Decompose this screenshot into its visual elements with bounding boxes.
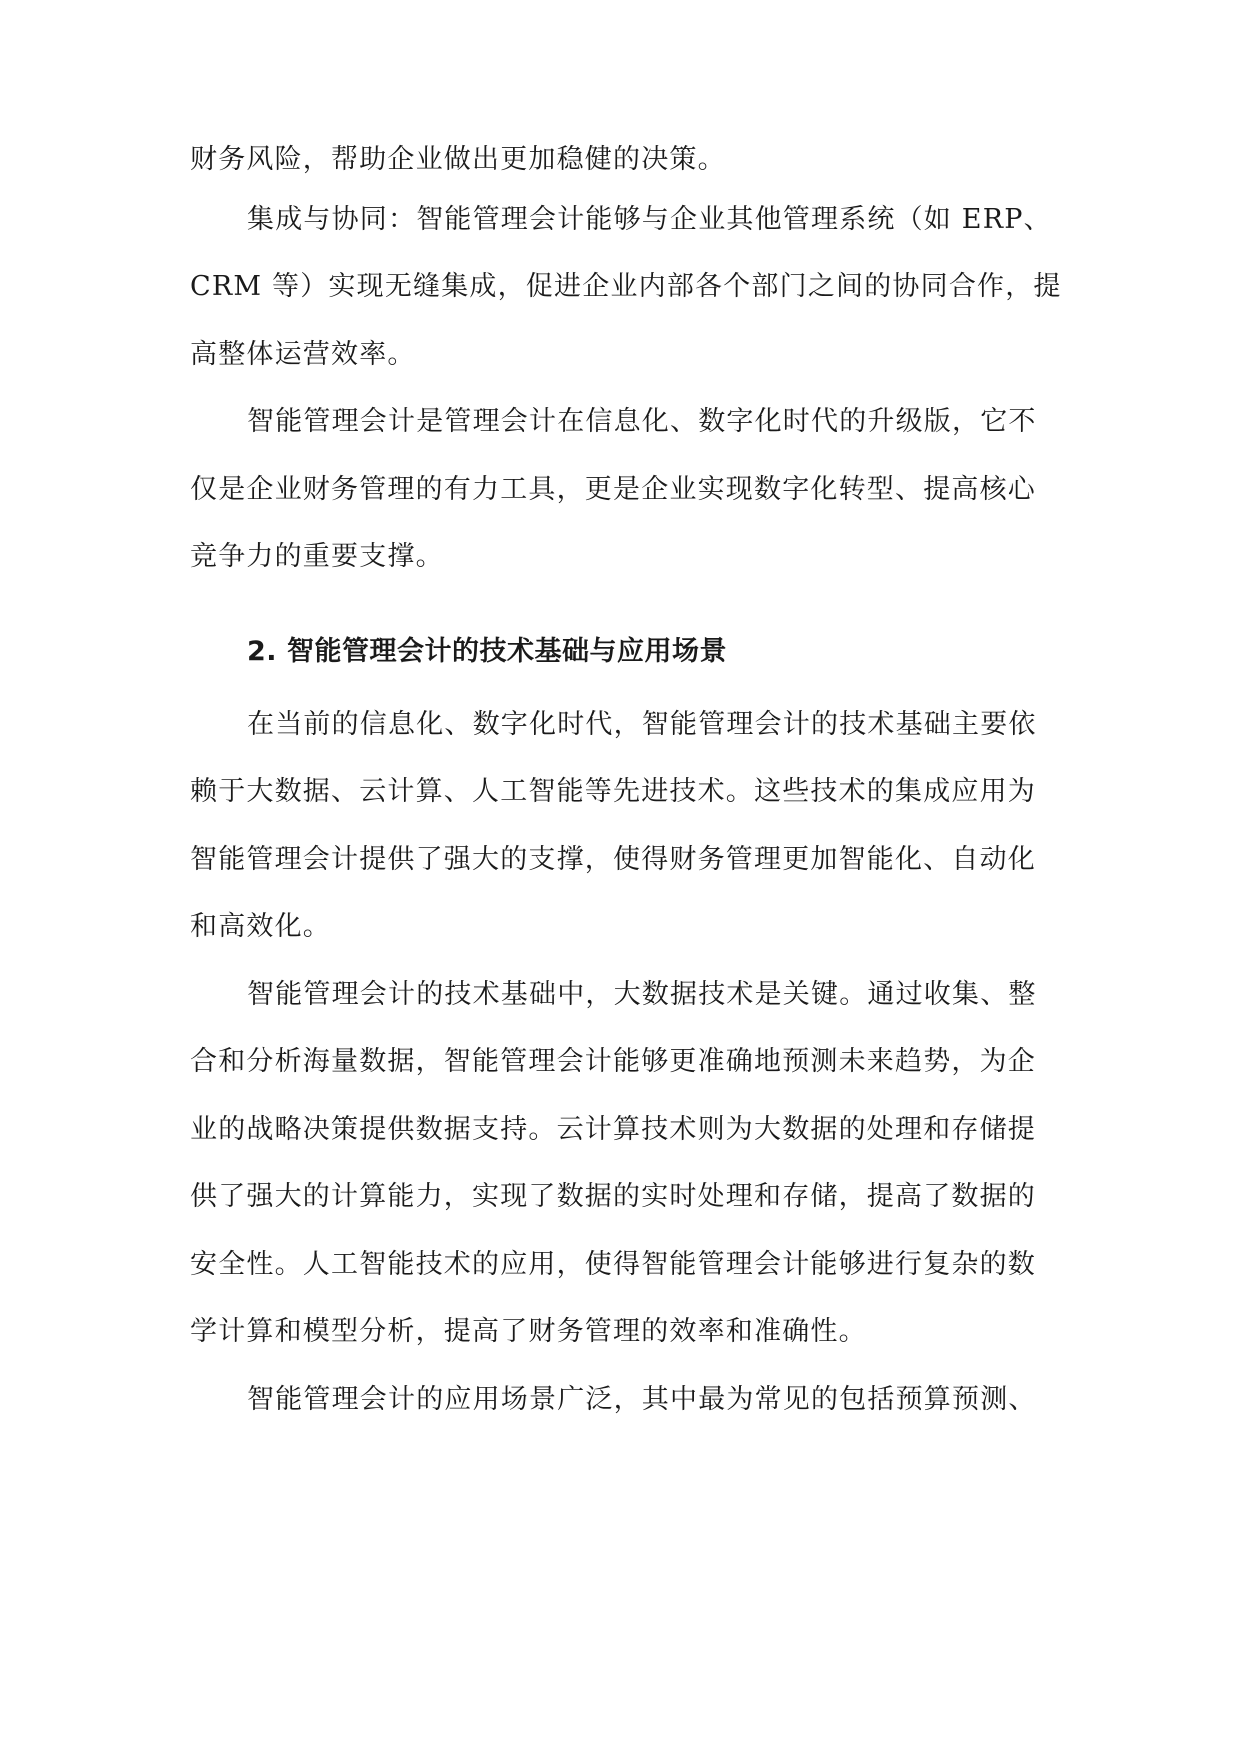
paragraph-line: 竞争力的重要支撑。: [190, 541, 444, 572]
paragraph-line: CRM 等）实现无缝集成，促进企业内部各个部门之间的协同合作，提: [190, 271, 1062, 302]
paragraph-line: 智能管理会计的应用场景广泛，其中最为常见的包括预算预测、: [247, 1384, 1037, 1415]
section-heading: 2. 智能管理会计的技术基础与应用场景: [247, 636, 727, 667]
paragraph-line: 学计算和模型分析，提高了财务管理的效率和准确性。: [190, 1316, 867, 1347]
paragraph-line: 合和分析海量数据，智能管理会计能够更准确地预测未来趋势，为企: [190, 1046, 1036, 1077]
paragraph-line: 业的战略决策提供数据支持。云计算技术则为大数据的处理和存储提: [190, 1114, 1036, 1145]
paragraph-line: 智能管理会计提供了强大的支撑，使得财务管理更加智能化、自动化: [190, 844, 1036, 875]
paragraph-line: 供了强大的计算能力，实现了数据的实时处理和存储，提高了数据的: [190, 1181, 1036, 1212]
paragraph-line: 在当前的信息化、数字化时代，智能管理会计的技术基础主要依: [247, 709, 1037, 740]
paragraph-line: 高整体运营效率。: [190, 339, 416, 370]
paragraph-line: 智能管理会计是管理会计在信息化、数字化时代的升级版，它不: [247, 406, 1037, 437]
paragraph-line: 和高效化。: [190, 911, 331, 942]
paragraph-line: 仅是企业财务管理的有力工具，更是企业实现数字化转型、提高核心: [190, 474, 1036, 505]
paragraph-line: 财务风险，帮助企业做出更加稳健的决策。: [190, 144, 726, 175]
paragraph-line: 赖于大数据、云计算、人工智能等先进技术。这些技术的集成应用为: [190, 776, 1036, 807]
paragraph-line: 安全性。人工智能技术的应用，使得智能管理会计能够进行复杂的数: [190, 1249, 1036, 1280]
paragraph-line: 集成与协同：智能管理会计能够与企业其他管理系统（如 ERP、: [247, 204, 1052, 235]
paragraph-line: 智能管理会计的技术基础中，大数据技术是关键。通过收集、整: [247, 979, 1037, 1010]
